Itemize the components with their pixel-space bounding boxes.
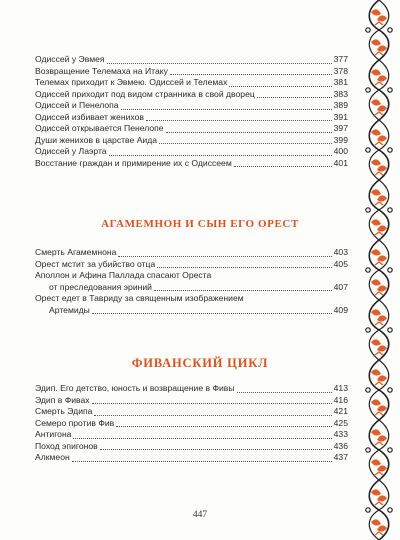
leader-dots	[94, 414, 331, 416]
leader-dots	[92, 312, 332, 314]
toc-entry-title: Алкмеон	[35, 452, 70, 463]
toc-entry-title: Одиссей избивает женихов	[35, 111, 144, 122]
toc-entry-title: Орест мстит за убийство отца	[35, 258, 156, 269]
toc-entry-title: Одиссей приходит под видом странника в свой дворец	[35, 88, 255, 99]
toc-entry-title: Орест едет в Тавриду за священным изображением	[35, 293, 244, 304]
leader-blank	[246, 302, 346, 303]
toc-entry-title: Семеро против Фив	[35, 417, 115, 428]
toc-entry-page: 407	[333, 281, 348, 292]
toc-entry-page: 421	[333, 406, 348, 417]
toc-entry-page: 416	[333, 394, 348, 405]
toc-entry[interactable]	[35, 383, 348, 395]
section-heading-theban-cycle: ФИВАНСКИЙ ЦИКЛ	[131, 356, 269, 370]
toc-entry-page: 409	[333, 304, 348, 315]
toc-entry-title: Артемиды	[49, 304, 90, 315]
toc-entry-title: Возвращение Телемаха на Итаку	[35, 65, 168, 76]
toc-entry-page: 389	[333, 100, 348, 111]
toc-entry-continuation[interactable]	[35, 282, 348, 294]
leader-dots	[73, 437, 331, 439]
toc-entry-page: 399	[333, 134, 348, 145]
toc-entry[interactable]	[35, 429, 348, 441]
leader-blank	[213, 279, 346, 280]
toc-entry-title: Эдип. Его детство, юность и возвращение в Фивы	[35, 383, 235, 393]
toc-entry-title: Одиссей у Лаэрта	[35, 146, 107, 157]
leader-dots	[121, 108, 332, 110]
leader-dots	[116, 425, 331, 427]
leader-dots	[154, 289, 332, 291]
toc-entry-title: Смерть Агамемнона	[35, 247, 117, 257]
leader-dots	[257, 96, 332, 98]
leader-dots	[234, 165, 332, 167]
toc-entry[interactable]	[35, 293, 348, 305]
leader-dots	[109, 154, 332, 156]
toc-entry-page: 425	[333, 417, 348, 428]
leader-dots	[72, 460, 332, 462]
toc-entry-page: 383	[333, 88, 348, 99]
toc-entry[interactable]	[35, 441, 348, 453]
toc-entry-title: Аполлон и Афина Паллада спасают Ореста	[35, 270, 212, 281]
toc-entry-title: Антигона	[35, 429, 72, 440]
toc-entry-page: 405	[333, 258, 348, 269]
toc-entry-title: Одиссей и Пенелопа	[35, 100, 119, 111]
leader-dots	[100, 448, 332, 450]
toc-entry[interactable]	[35, 270, 348, 282]
toc-entry[interactable]	[35, 77, 348, 89]
page-number: 447	[192, 510, 208, 520]
toc-entry-title: Одиссей у Эвмея	[35, 54, 105, 64]
section-heading-agamemnon: АГАМЕМНОН И СЫН ЕГО ОРЕСТ	[101, 218, 299, 230]
toc-entry-page: 413	[333, 383, 348, 393]
toc-section-agamemnon	[35, 247, 348, 316]
toc-entry-page: 436	[333, 440, 348, 451]
toc-entry[interactable]	[35, 146, 348, 158]
leader-dots	[107, 62, 332, 64]
toc-entry-title: Души женихов в царстве Аида	[35, 134, 158, 145]
toc-entry[interactable]	[35, 259, 348, 271]
toc-entry[interactable]	[35, 100, 348, 112]
leader-dots	[146, 119, 332, 121]
toc-entry[interactable]	[35, 406, 348, 418]
toc-entry-title: Смерть Эдипа	[35, 406, 93, 417]
toc-entry-title: от преследования эриний	[49, 281, 152, 292]
toc-entry-page: 433	[333, 429, 348, 440]
leader-dots	[170, 73, 332, 75]
toc-entry[interactable]	[35, 135, 348, 147]
toc-section-theban	[35, 383, 348, 464]
toc-entry-continuation[interactable]	[35, 305, 348, 317]
toc-entry[interactable]	[35, 418, 348, 430]
toc-entry[interactable]	[35, 66, 348, 78]
leader-dots	[237, 391, 332, 393]
toc-entry-page: 401	[333, 157, 348, 168]
toc-entry-page: 381	[333, 77, 348, 88]
leader-dots	[159, 142, 332, 144]
toc-entry-page: 437	[333, 452, 348, 463]
toc-entry-title: Одиссей открывается Пенелопе	[35, 123, 164, 134]
leader-dots	[92, 402, 332, 404]
toc-entry[interactable]	[35, 123, 348, 135]
leader-dots	[229, 85, 331, 87]
toc-entry-title: Телемах приходит к Эвмею. Одиссей и Телемах	[35, 77, 228, 88]
toc-entry[interactable]	[35, 452, 348, 464]
toc-entry-page: 378	[333, 65, 348, 76]
toc-entry-title: Поход эпигонов	[35, 440, 98, 451]
toc-entry[interactable]	[35, 158, 348, 170]
toc-entry-page: 377	[333, 54, 348, 64]
toc-entry-page: 391	[333, 111, 348, 122]
leader-dots	[166, 131, 332, 133]
leader-dots	[157, 266, 331, 268]
toc-entry-page: 397	[333, 123, 348, 134]
toc-entry[interactable]	[35, 54, 348, 66]
toc-entry-page: 403	[333, 247, 348, 257]
toc-entry-title: Восстание граждан и примирение их с Одиссеем	[35, 157, 232, 168]
toc-entry[interactable]	[35, 247, 348, 259]
toc-entry-page: 400	[333, 146, 348, 157]
toc-entry-title: Эдип в Фивах	[35, 394, 90, 405]
toc-entry[interactable]	[35, 89, 348, 101]
toc-entry[interactable]	[35, 112, 348, 124]
toc-entry[interactable]	[35, 395, 348, 407]
leader-dots	[118, 255, 331, 257]
toc-section-odyssey	[35, 54, 348, 169]
greek-ornament-border	[362, 0, 396, 540]
